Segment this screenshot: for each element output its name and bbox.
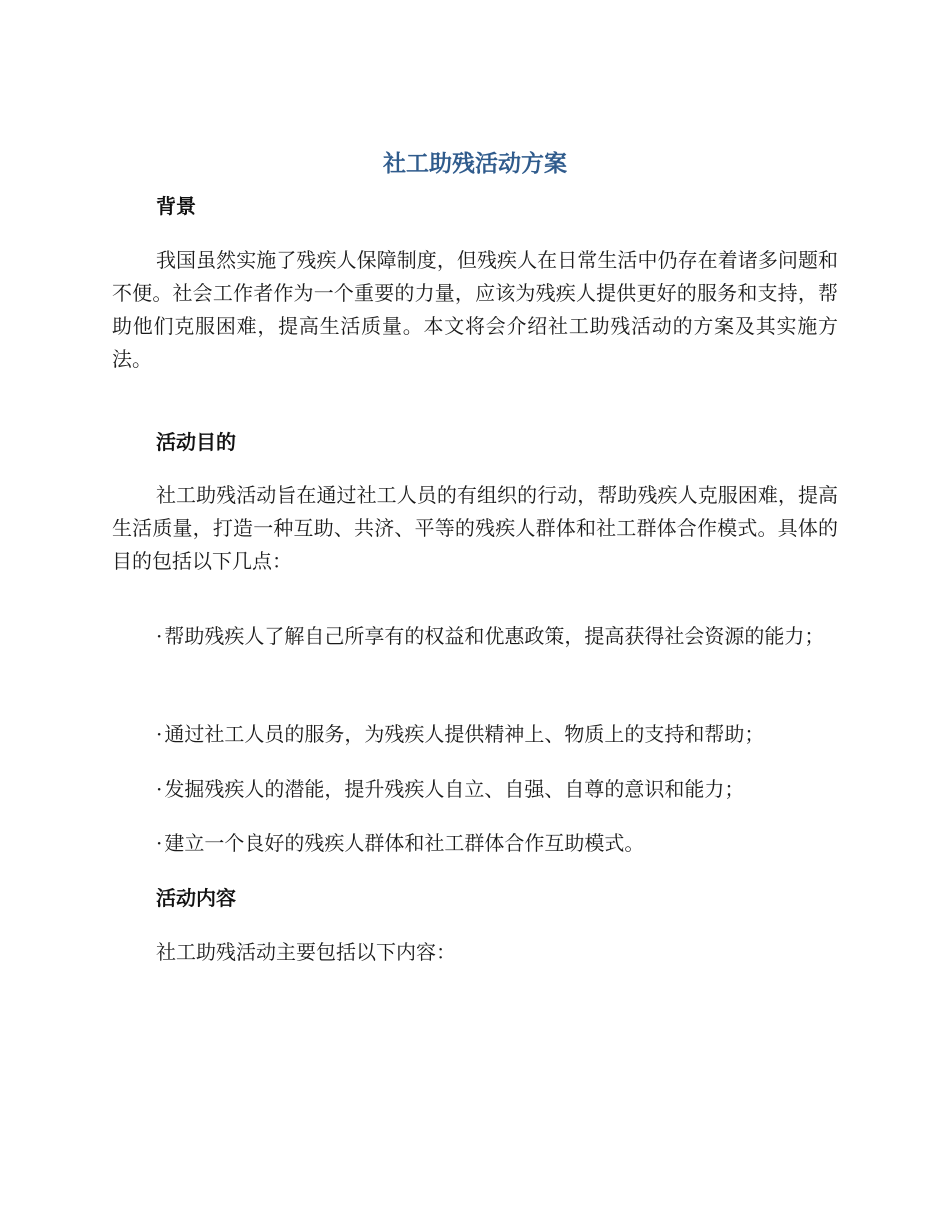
bullet-text-4: 建立一个良好的残疾人群体和社工群体合作互助模式。 <box>164 831 645 855</box>
bullet-text-3: 发掘残疾人的潜能，提升残疾人自立、自强、自尊的意识和能力； <box>164 777 745 801</box>
section-content-body <box>112 936 838 969</box>
bullet-dot: · <box>156 777 163 801</box>
section-background-body <box>112 244 838 376</box>
bullet-text-2: 通过社工人员的服务，为残疾人提供精神上、物质上的支持和帮助； <box>164 722 765 746</box>
paragraph-purpose: 社工助残活动旨在通过社工人员的有组织的行动，帮助残疾人克服困难，提高生活质量，打造一种互助、共济、平等的残疾人群体和社工群体合作模式。具体的目的包括以下几点： <box>112 483 838 573</box>
heading-background: 背景 <box>156 194 196 218</box>
bullet-item <box>112 620 838 653</box>
bullet-dot: · <box>156 624 163 648</box>
bullet-item <box>112 773 838 806</box>
heading-content: 活动内容 <box>156 886 236 910</box>
bullet-item <box>112 718 838 751</box>
section-purpose-body <box>112 479 838 578</box>
paragraph-content: 社工助残活动主要包括以下内容： <box>156 940 456 964</box>
bullet-item <box>112 827 838 860</box>
section-purpose <box>112 428 838 456</box>
section-background <box>112 192 838 220</box>
bullet-dot: · <box>156 722 163 746</box>
bullet-dot: · <box>156 831 163 855</box>
bullet-text-1: 帮助残疾人了解自己所享有的权益和优惠政策，提高获得社会资源的能力； <box>164 624 825 648</box>
document-title: 社工助残活动方案 <box>383 151 567 177</box>
section-content <box>112 884 838 912</box>
paragraph-background: 我国虽然实施了残疾人保障制度，但残疾人在日常生活中仍存在着诸多问题和不便。社会工作者作为一个重要的力量，应该为残疾人提供更好的服务和支持，帮助他们克服困难，提高生活质量。本文将会介绍社工助残活动的方案及其实施方法。 <box>112 248 838 371</box>
heading-purpose: 活动目的 <box>156 430 236 454</box>
